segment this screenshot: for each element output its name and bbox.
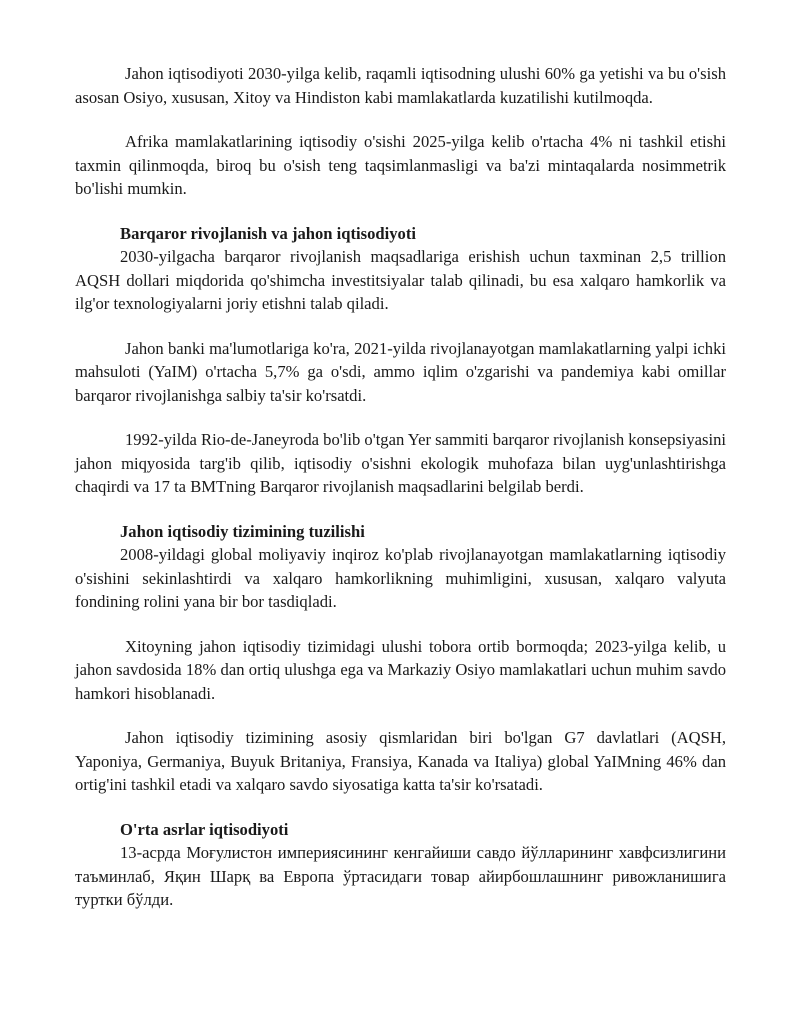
document-page	[75, 62, 726, 912]
paragraph-africa-growth: Afrika mamlakatlarining iqtisodiy o'sishi 2025-yilga kelib o'rtacha 4% ni tashkil etishi taxmin qilinmoqda, biroq bu o'sish teng taqsimlanmasligi va ba'zi mintaqalarda nosimmetrik bo'lishi mumkin.	[75, 132, 726, 198]
paragraph-rio-summit: 1992-yilda Rio-de-Janeyroda bo'lib o'tgan Yer sammiti barqaror rivojlanish konsepsiyasini jahon miqyosida targ'ib qilib, iqtisodiy o'sishni ekologik muhofaza bilan uyg'unlashtirishga chaqirdi va 17 ta BMTning Barqaror rivojlanish maqsadlarini belgilab berdi.	[75, 430, 726, 496]
paragraph-2008-crisis: 2008-yildagi global moliyaviy inqiroz ko'plab rivojlanayotgan mamlakatlarning iqtisodiy o'sishini sekinlashtirdi va xalqaro hamkorlikning muhimligini, xususan, xalqaro valyuta fondining rolini yana bir bor tasdiqladi.	[75, 545, 726, 611]
paragraph-world-bank-gdp: Jahon banki ma'lumotlariga ko'ra, 2021-yilda rivojlanayotgan mamlakatlarning yalpi ichki mahsuloti (YaIM) o'rtacha 5,7% ga o'sdi, ammo iqlim o'zgarishi va pandemiya kabi omillar barqaror rivojlanishga salbiy ta'sir ko'rsatdi.	[75, 338, 726, 405]
paragraph-mughal-empire: 13-асрда Моғулистон империясининг кенгайиши савдо йўлларининг хавфсизлигини таъминлаб, Яқин Шарқ ва Европа ўртасидаги товар айирбошлашнинг ривожланишига туртки бўлди.	[75, 843, 726, 909]
paragraph-china-share: Xitoyning jahon iqtisodiy tizimidagi ulushi tobora ortib bormoqda; 2023-yilga kelib, u jahon savdosida 18% dan ortiq ulushga ega va Markaziy Osiyo mamlakatlari uchun muhim savdo hamkori hisoblanadi.	[75, 636, 726, 703]
section-heading-sustainable-development: Barqaror rivojlanish va jahon iqtisodiyoti	[120, 223, 416, 243]
paragraph-digital-economy: Jahon iqtisodiyoti 2030-yilga kelib, raqamli iqtisodning ulushi 60% ga yetishi va bu o'sish asosan Osiyo, xususan, Xitoy va Hindiston kabi mamlakatlarda kuzatilishi kutilmoqda.	[75, 64, 726, 107]
paragraph-g7-countries: Jahon iqtisodiy tizimining asosiy qismlaridan biri bo'lgan G7 davlatlari (AQSH, Yaponiya, Germaniya, Buyuk Britaniya, Fransiya, Kanada va Italiya) global YaIMning 46% dan ortig'ini tashkil etadi va xalqaro savdo siyosatiga katta ta'sir ko'rsatadi.	[75, 728, 726, 794]
section-heading-medieval-economy: O'rta asrlar iqtisodiyoti	[120, 819, 289, 839]
section-heading-economic-system-structure: Jahon iqtisodiy tizimining tuzilishi	[120, 521, 365, 541]
paragraph-sdg-investment: 2030-yilgacha barqaror rivojlanish maqsadlariga erishish uchun taxminan 2,5 trillion AQSH dollari miqdorida qo'shimcha investitsiyalar talab qilinadi, bu esa xalqaro hamkorlik va ilg'or texnologiyalarni joriy etishni talab qiladi.	[75, 247, 726, 313]
